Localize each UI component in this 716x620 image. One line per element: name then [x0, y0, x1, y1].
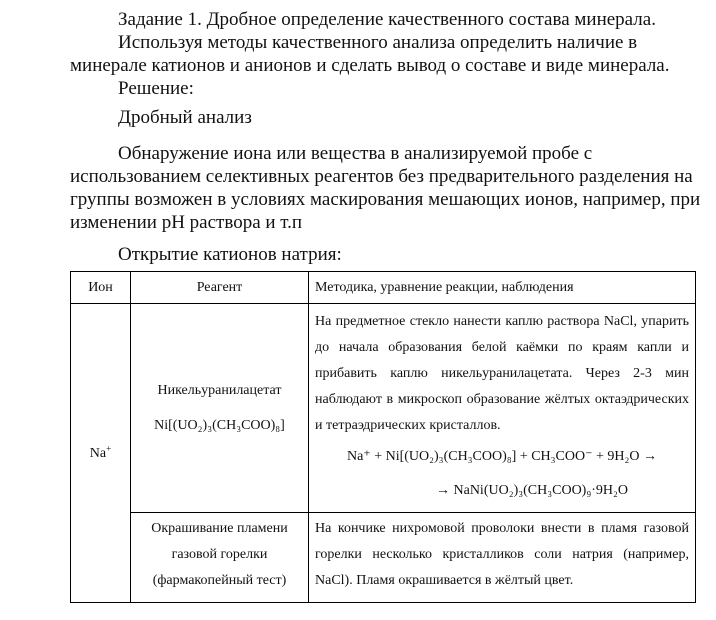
ion-symbol: Na [89, 445, 107, 461]
reagent-line: (фармакопейный тест) [152, 573, 287, 588]
reagent-line: газовой горелки [171, 547, 268, 562]
header-method: Методика, уравнение реакции, наблюдения [309, 272, 696, 304]
paragraph-line: использованием селективных реагентов без предварительного разделения на [70, 166, 693, 187]
reagent-name: Никельуранилацетат [157, 383, 282, 398]
sodium-cation-table [70, 271, 696, 603]
reagent-formula: Ni[(UO₂)₃(CH₃COO)₈] [154, 418, 285, 433]
method-text: На предметное стекло нанести каплю раствора NaCl, упарить до начала образования белой каёмки по краям капли и прибавить каплю никельуранилацетата. Через 2-3 мин наблюдают в микроскоп образование жёлтых октаэдрических и тетраэдрических кристаллов. [315, 314, 689, 433]
reagent-line: Окрашивание пламени [151, 521, 288, 536]
table-row [71, 513, 696, 603]
solution-label: Решение: [118, 78, 194, 99]
ion-charge: + [106, 442, 112, 453]
header-ion: Ион [71, 272, 131, 304]
section-title: Дробный анализ [118, 107, 252, 128]
header-reagent: Реагент [131, 272, 309, 304]
task-text-line: минерале катионов и анионов и сделать вывод о составе и виде минерала. [70, 55, 670, 76]
method-text: На кончике нихромовой проволоки внести в пламя газовой горелки несколько кристалликов соли натрия (например, NaCl). Пламя окрашивается в жёлтый цвет. [315, 521, 689, 588]
reaction-equation-line2: → NaNi(UO₂)₃(CH₃COO)₉·9H₂O [436, 483, 628, 498]
table-row [71, 304, 696, 513]
paragraph-line: Обнаружение иона или вещества в анализируемой пробе с [118, 143, 593, 164]
reaction-equation-line1: Na⁺ + Ni[(UO₂)₃(CH₃COO)₈] + CH₃COO⁻ + 9H₂O → [346, 449, 657, 464]
paragraph-line: группы возможен в условиях маскирования мешающих ионов, например, при [70, 189, 701, 210]
table-header-row [71, 272, 696, 304]
task-title: Задание 1. Дробное определение качественного состава минерала. [118, 9, 656, 30]
method-cell [309, 513, 696, 603]
method-cell [309, 304, 696, 513]
reagent-cell [131, 513, 309, 603]
ion-cell [71, 304, 131, 603]
task-text-line: Используя методы качественного анализа определить наличие в [118, 32, 638, 53]
table-caption: Открытие катионов натрия: [118, 244, 342, 265]
paragraph-line: изменении pH раствора и т.п [70, 212, 303, 233]
reagent-cell [131, 304, 309, 513]
